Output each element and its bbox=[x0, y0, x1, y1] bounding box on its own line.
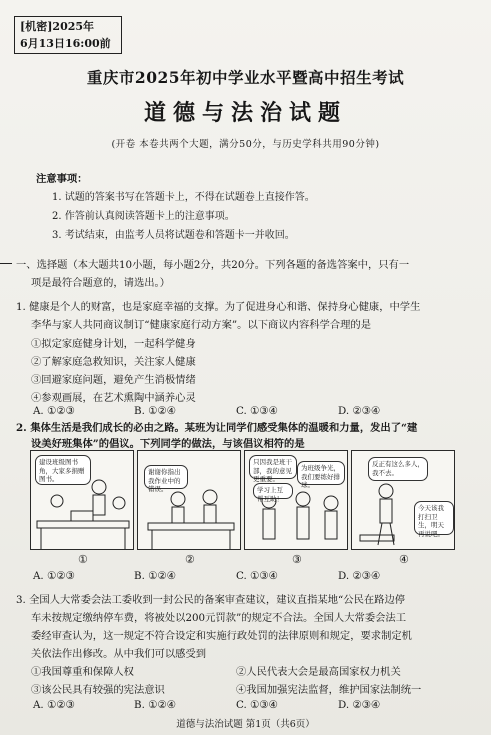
notes-heading: 注意事项： bbox=[36, 173, 88, 185]
section1-line1: 一、选择题（本大题共10小题，每小题2分，共20分。下列各题的备选答案中，只有一 bbox=[16, 259, 410, 271]
panel-label-2: ② bbox=[185, 553, 195, 566]
cartoon-panel-4 bbox=[351, 450, 455, 550]
q2-stem-line1: 2. 集体生活是我们成长的必由之路。某班为让同学们感受集体的温暖和力量，发出了“建 bbox=[16, 422, 418, 434]
page-footer: 道德与法治试题 第1页（共6页） bbox=[176, 719, 315, 730]
q1-option: ④参观画展，在艺术熏陶中涵养心灵 bbox=[31, 392, 196, 404]
margin-dash bbox=[0, 263, 12, 264]
q1-answer-b: B. ①②④ bbox=[134, 405, 176, 417]
cartoon-panel-2 bbox=[137, 450, 241, 550]
q3-option: ①我国尊重和保障人权 bbox=[31, 666, 134, 678]
q3-stem-line1: 3. 全国人大常委会法工委收到一封公民的备案审查建议，建议直指某地“公民在路边停 bbox=[16, 594, 406, 606]
exam-subtitle: (开卷 本卷共两个大题，满分50分，与历史学科共用90分钟) bbox=[111, 139, 380, 150]
q1-option: ②了解家庭急救知识，关注家人健康 bbox=[31, 356, 196, 368]
q1-answer-d: D. ②③④ bbox=[338, 405, 381, 417]
q3-answer-a: A. ①②③ bbox=[33, 699, 75, 711]
q1-answer-c: C. ①③④ bbox=[236, 405, 278, 417]
speech-bubble: 只因我是班干部，我的意见更重要。 bbox=[249, 455, 297, 479]
q3-stem-line3: 委经审查认为，这一规定不符合设定和实施行政处罚的法律原则和规定，要求制定机 bbox=[31, 630, 412, 642]
q2-answer-d: D. ②③④ bbox=[338, 570, 381, 582]
note-item: 3. 考试结束，由监考人员将试题卷和答题卡一并收回。 bbox=[52, 230, 295, 241]
exam-title: 重庆市2025年初中学业水平暨高中招生考试 bbox=[86, 68, 405, 87]
speech-bubble: 建设班级图书角，大家多捐赠图书。 bbox=[35, 455, 91, 485]
q2-answer-b: B. ①②④ bbox=[134, 570, 176, 582]
note-item: 2. 作答前认真阅读答题卡上的注意事项。 bbox=[52, 211, 235, 222]
cartoon-panel-3 bbox=[244, 450, 348, 550]
q3-option: ③该公民具有较强的宪法意识 bbox=[31, 684, 165, 696]
confidential-stamp-box bbox=[14, 16, 122, 54]
q1-stem-line1: 1. 健康是个人的财富，也是家庭幸福的支撑。为了促进身心和谐、保持身心健康，中学生 bbox=[16, 301, 421, 313]
cartoon-panel-1 bbox=[30, 450, 134, 550]
q2-stem-line2: 设美好班集体”的倡议。下列同学的做法，与该倡议相符的是 bbox=[31, 438, 305, 450]
q3-stem-line2: 车未按规定缴纳停车费，将被处以200元罚款”的规定不合法。全国人大常委会法工 bbox=[31, 612, 407, 624]
speech-bubble: 今天该我打扫卫生，明天再说吧。 bbox=[414, 501, 454, 535]
note-item: 1. 试题的答案书写在答题卡上，不得在试题卷上直接作答。 bbox=[52, 192, 315, 203]
speech-bubble: 为班级争光，我们要练好排球。 bbox=[297, 461, 345, 485]
q2-answer-c: C. ①③④ bbox=[236, 570, 278, 582]
speech-bubble: 谢谢你指出我作业中的错误。 bbox=[144, 465, 188, 489]
stamp-line-2: 6月13日16:00前 bbox=[20, 37, 111, 50]
q1-answer-a: A. ①②③ bbox=[33, 405, 75, 417]
panel-label-1: ① bbox=[78, 553, 88, 566]
q3-option: ②人民代表大会是最高国家权力机关 bbox=[236, 666, 401, 678]
subject-title: 道德与法治试题 bbox=[143, 100, 347, 126]
q2-answer-a: A. ①②③ bbox=[33, 570, 75, 582]
speech-bubble: 反正有这么多人，我不去。 bbox=[368, 457, 428, 481]
q3-answer-c: C. ①③④ bbox=[236, 699, 278, 711]
panel-label-3: ③ bbox=[292, 553, 302, 566]
stamp-line-1: [机密]2025年 bbox=[20, 20, 95, 33]
q3-option: ④我国加强宪法监督，维护国家法制统一 bbox=[236, 684, 422, 696]
q1-stem-line2: 李华与家人共同商议制订“健康家庭行动方案”。以下商议内容科学合理的是 bbox=[31, 319, 372, 331]
q1-option: ①拟定家庭健身计划，一起科学健身 bbox=[31, 338, 196, 350]
q3-stem-line4: 关依法作出修改。从中我们可以感受到 bbox=[31, 648, 207, 660]
q3-answer-d: D. ②③④ bbox=[338, 699, 381, 711]
q1-option: ③回避家庭问题，避免产生消极情绪 bbox=[31, 374, 196, 386]
q3-answer-b: B. ①②④ bbox=[134, 699, 176, 711]
section1-line2: 项是最符合题意的，请选出。） bbox=[31, 277, 171, 289]
panel-label-4: ④ bbox=[399, 553, 409, 566]
speech-bubble: 学习上互帮互助！ bbox=[253, 483, 293, 499]
